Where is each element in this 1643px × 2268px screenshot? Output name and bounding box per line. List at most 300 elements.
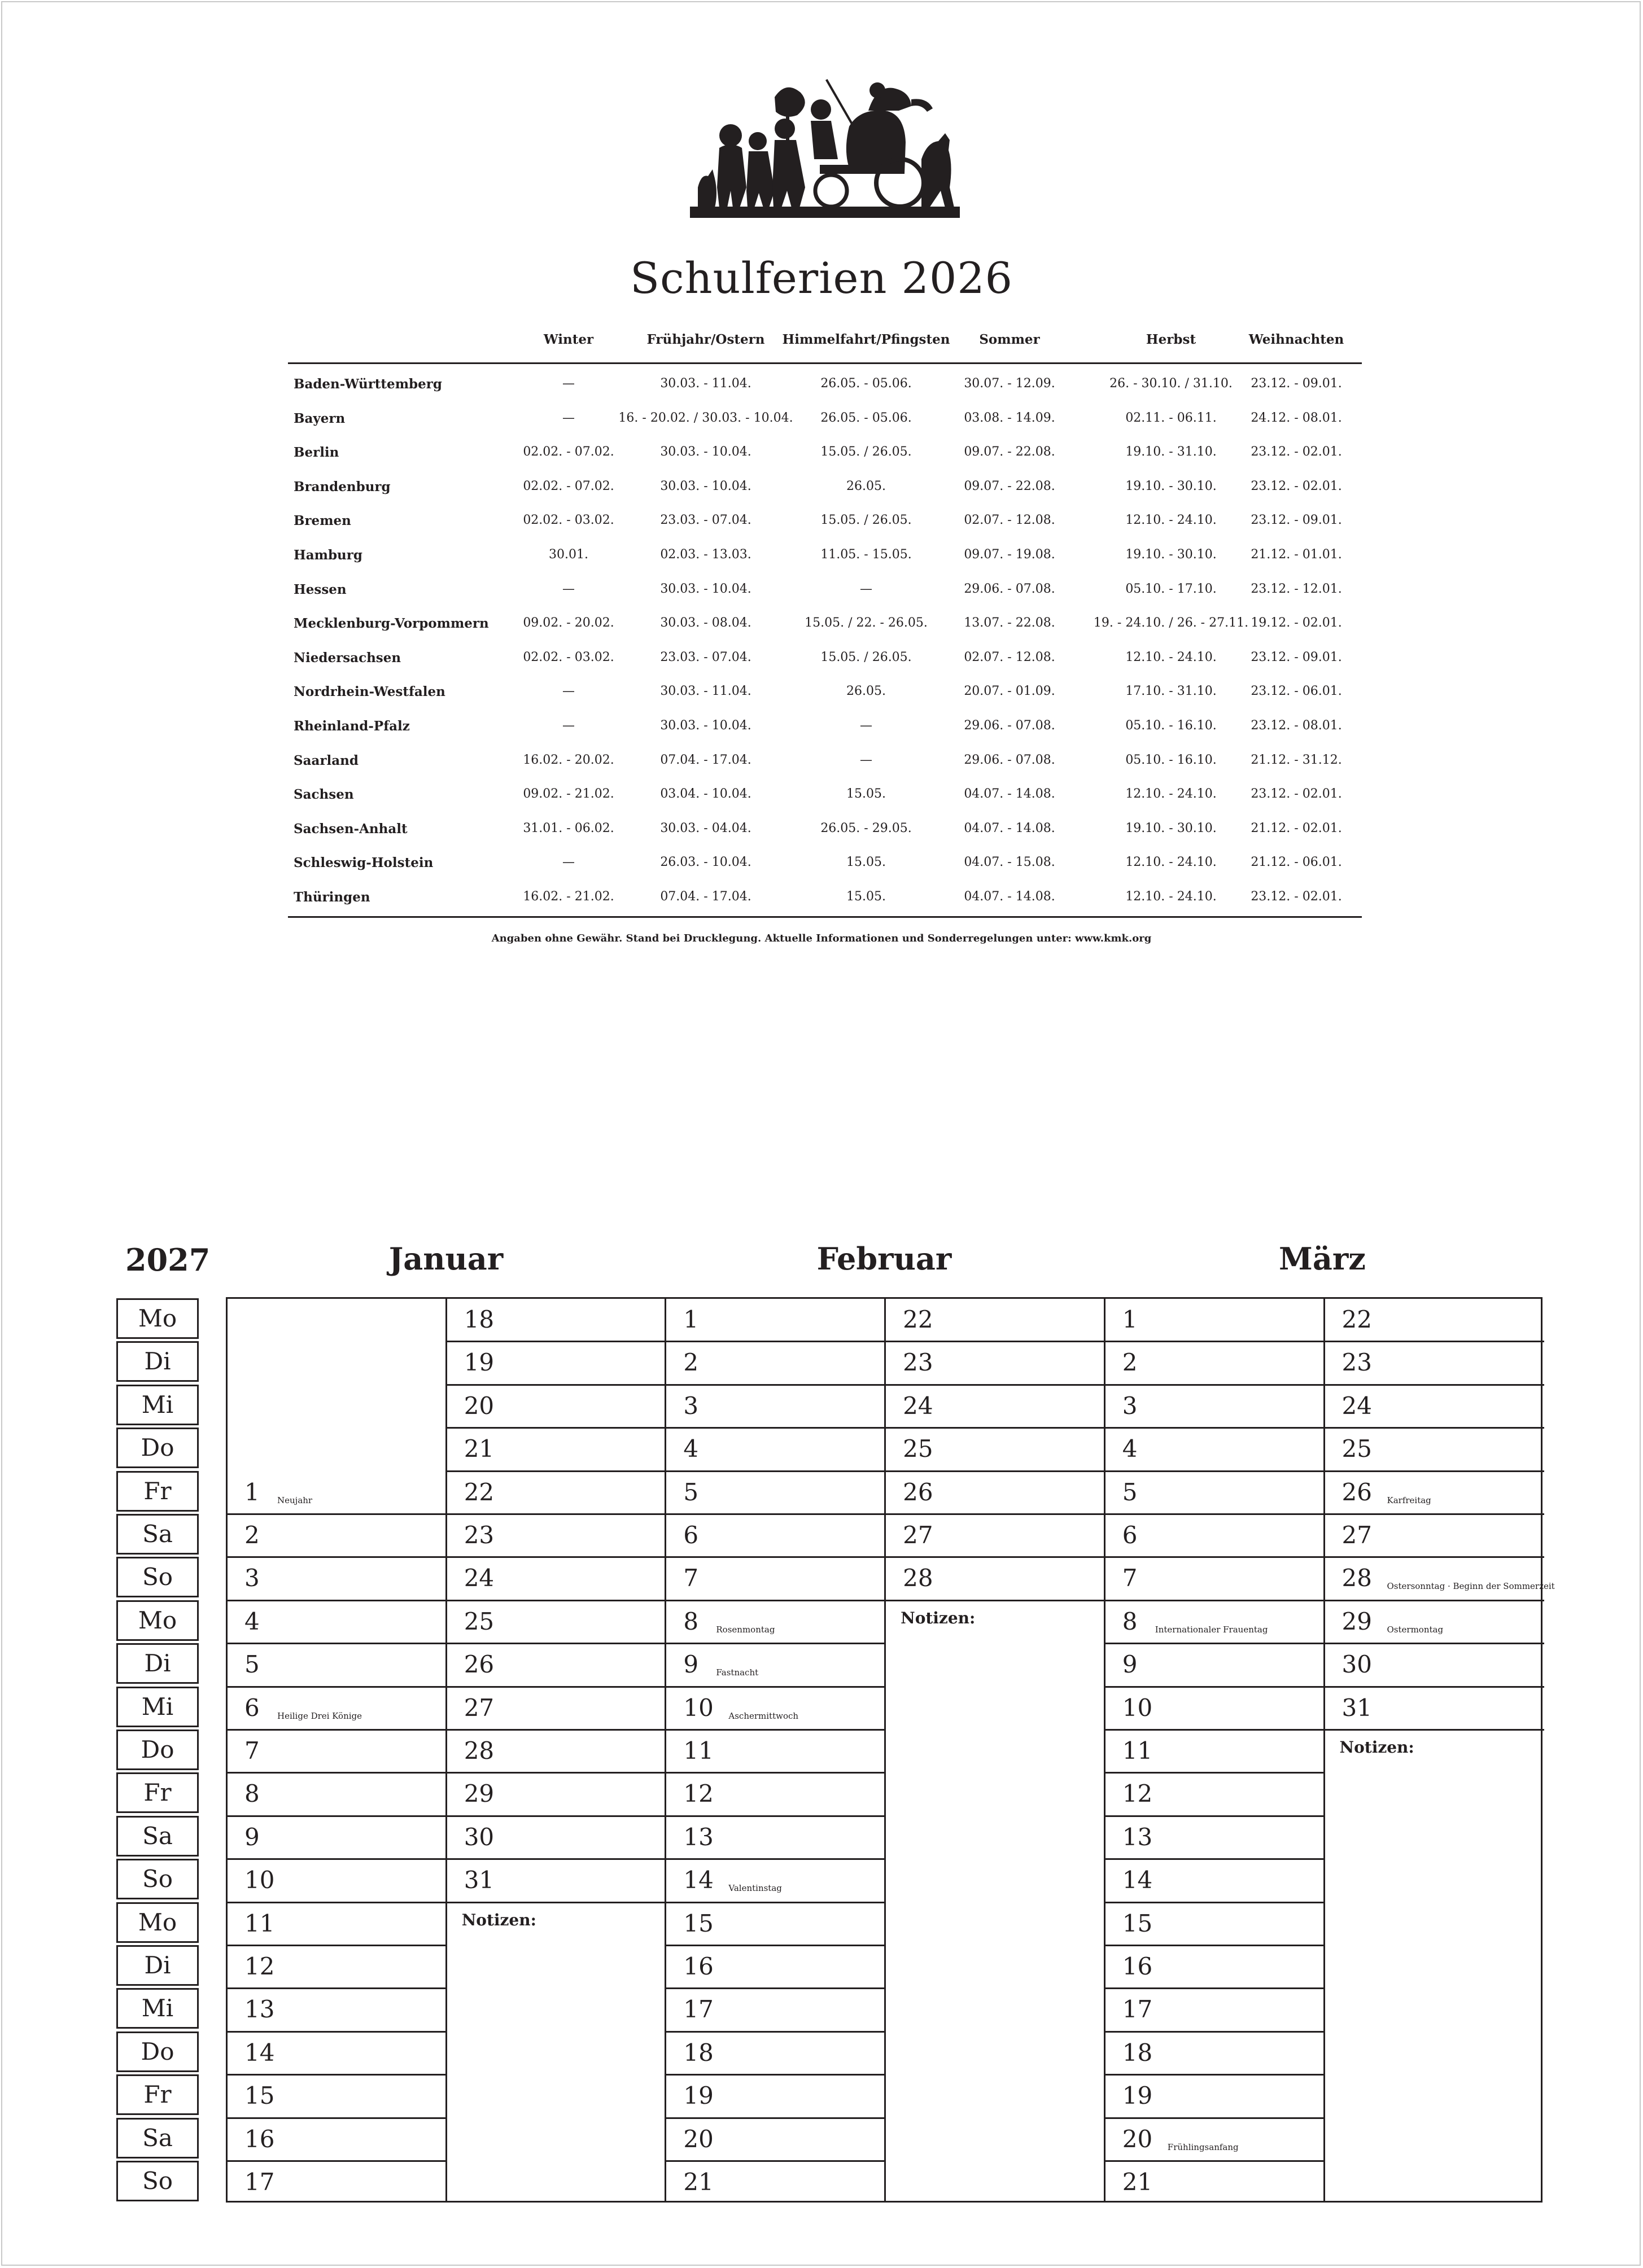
table-cell: 26. - 30.10. / 31.10.	[1109, 376, 1233, 391]
day-number: 18	[464, 1306, 495, 1333]
table-cell: 29.06. - 07.08.	[964, 718, 1055, 733]
day-number: 31	[464, 1866, 495, 1894]
day-number: 4	[1122, 1435, 1138, 1463]
table-cell: 12.10. - 24.10.	[1125, 650, 1217, 664]
holiday-label: Valentinstag	[728, 1883, 782, 1894]
state-name: Bayern	[294, 410, 346, 426]
day-cell	[886, 1342, 1105, 1385]
day-number: 10	[683, 1693, 714, 1722]
day-cell	[1105, 1773, 1325, 1816]
day-cell	[447, 1472, 667, 1514]
day-cell	[886, 1299, 1105, 1342]
day-number: 15	[244, 2082, 275, 2110]
day-number: 13	[244, 1995, 275, 2024]
day-number: 31	[1342, 1693, 1372, 1722]
day-number: 19	[464, 1348, 495, 1377]
disclaimer-note: Angaben ohne Gewähr. Stand bei Drucklegung. Aktuelle Informationen und Sonderregelungen unter: www.kmk.org	[491, 932, 1152, 944]
table-cell: 23.12. - 02.01.	[1251, 479, 1342, 493]
table-cell: 15.05.	[846, 855, 886, 870]
table-cell: 15.05.	[846, 889, 886, 904]
table-cell: 12.10. - 24.10.	[1125, 513, 1217, 528]
state-name: Rheinland-Pfalz	[294, 718, 410, 734]
table-cell: 23.12. - 09.01.	[1251, 376, 1342, 391]
day-cell	[447, 1730, 667, 1773]
state-name: Hamburg	[294, 547, 362, 563]
table-cell: 23.12. - 09.01.	[1251, 513, 1342, 528]
table-cell: 09.07. - 19.08.	[964, 547, 1055, 562]
day-number: 10	[1122, 1693, 1153, 1722]
day-number: 16	[683, 1952, 714, 1980]
day-number: 20	[464, 1391, 495, 1420]
day-number: 23	[903, 1348, 933, 1377]
day-number: 7	[1122, 1564, 1138, 1592]
table-cell: 23.03. - 07.04.	[660, 650, 751, 664]
table-cell: 05.10. - 17.10.	[1125, 581, 1217, 596]
table-row	[288, 638, 1362, 672]
table-row	[288, 877, 1362, 912]
weekday-label: Fr	[116, 1471, 199, 1512]
table-cell: 23.03. - 07.04.	[660, 513, 751, 528]
weekday-label: Sa	[116, 1514, 199, 1555]
day-cell	[228, 1730, 447, 1773]
day-cell	[666, 1644, 886, 1687]
table-cell: 30.03. - 11.04.	[660, 376, 751, 391]
calendar-year: 2027	[125, 1242, 211, 1278]
table-cell: 16.02. - 21.02.	[523, 889, 614, 904]
day-cell	[666, 1903, 886, 1946]
table-cell: —	[860, 752, 872, 767]
day-cell	[447, 1299, 667, 1342]
day-number: 19	[683, 2082, 714, 2110]
table-cell: —	[860, 718, 872, 733]
day-cell	[1325, 1385, 1545, 1428]
table-cell: 23.12. - 09.01.	[1251, 650, 1342, 664]
holiday-label: Ostersonntag · Beginn der Sommerzeit	[1387, 1581, 1555, 1592]
table-cell: 04.07. - 14.08.	[964, 787, 1055, 802]
notes-label: Notizen:	[461, 1910, 536, 1929]
table-row	[288, 501, 1362, 535]
month-title: Februar	[816, 1241, 952, 1277]
day-cell	[228, 2032, 447, 2075]
table-cell: 30.03. - 10.04.	[660, 718, 751, 733]
table-cell: 15.05. / 22. - 26.05.	[805, 616, 928, 631]
table-row	[288, 432, 1362, 467]
day-cell	[886, 1514, 1105, 1557]
day-number: 27	[1342, 1521, 1372, 1549]
table-cell: 30.03. - 10.04.	[660, 445, 751, 459]
day-number: 24	[903, 1391, 933, 1420]
day-cell	[1105, 1816, 1325, 1859]
table-row	[288, 706, 1362, 741]
day-number: 9	[244, 1823, 260, 1851]
day-number: 11	[1122, 1737, 1153, 1765]
day-cell	[447, 1557, 667, 1600]
state-name: Niedersachsen	[294, 650, 401, 665]
table-cell: 23.12. - 02.01.	[1251, 889, 1342, 904]
table-cell: 30.03. - 11.04.	[660, 684, 751, 699]
table-row	[288, 399, 1362, 433]
day-number: 24	[464, 1564, 495, 1592]
table-cell: —	[562, 581, 575, 596]
table-cell: 19.10. - 31.10.	[1125, 445, 1217, 459]
day-cell	[1325, 1299, 1545, 1342]
table-cell: 21.12. - 31.12.	[1251, 752, 1342, 767]
holiday-label: Fastnacht	[716, 1667, 759, 1678]
day-cell	[886, 1428, 1105, 1471]
day-number: 20	[683, 2125, 714, 2153]
day-cell	[666, 1428, 886, 1471]
month-title: März	[1279, 1241, 1366, 1277]
table-cell: 02.02. - 07.02.	[523, 445, 614, 459]
day-cell	[1325, 1601, 1545, 1644]
state-name: Baden-Württemberg	[294, 376, 442, 392]
day-number: 25	[903, 1435, 933, 1463]
day-number: 5	[1122, 1478, 1138, 1506]
table-cell: —	[562, 684, 575, 699]
day-number: 20	[1122, 2125, 1153, 2153]
state-name: Bremen	[294, 513, 351, 529]
table-cell: 12.10. - 24.10.	[1125, 787, 1217, 802]
day-cell	[228, 1601, 447, 1644]
day-number: 18	[683, 2038, 714, 2066]
table-cell: 26.05. - 29.05.	[820, 821, 912, 835]
day-cell	[666, 2161, 886, 2204]
weekday-label: So	[116, 1859, 199, 1899]
day-number: 29	[1342, 1607, 1372, 1635]
table-cell: 03.08. - 14.09.	[964, 410, 1055, 425]
state-name: Mecklenburg-Vorpommern	[294, 616, 489, 632]
day-number: 13	[683, 1823, 714, 1851]
day-cell	[666, 1859, 886, 1902]
table-cell: 26.05. - 05.06.	[820, 376, 912, 391]
table-cell: 04.07. - 14.08.	[964, 821, 1055, 835]
table-row	[288, 843, 1362, 877]
weekday-label: Mi	[116, 1385, 199, 1425]
day-cell	[447, 1428, 667, 1471]
weekday-label: Sa	[116, 2118, 199, 2158]
table-row	[288, 741, 1362, 775]
day-cell	[1105, 1385, 1325, 1428]
table-cell: 30.03. - 08.04.	[660, 616, 751, 631]
day-cell	[228, 1472, 447, 1514]
month-title: Januar	[388, 1241, 504, 1277]
day-cell	[1105, 1989, 1325, 2031]
holiday-label: Neujahr	[277, 1495, 313, 1505]
calendar-grid	[226, 1297, 1555, 2203]
weekday-label: Mo	[116, 1902, 199, 1943]
day-cell	[1105, 2118, 1325, 2161]
table-cell: 26.03. - 10.04.	[660, 855, 751, 870]
table-cell: 26.05.	[846, 684, 886, 699]
table-cell: 19.10. - 30.10.	[1125, 821, 1217, 835]
day-cell	[666, 1687, 886, 1730]
day-number: 24	[1342, 1391, 1372, 1420]
day-number: 26	[1342, 1478, 1372, 1506]
table-row	[288, 467, 1362, 501]
column-header: Weihnachten	[1248, 332, 1344, 347]
day-cell	[228, 1946, 447, 1989]
day-cell	[666, 1601, 886, 1644]
weekday-label: Mi	[116, 1687, 199, 1727]
day-number: 22	[903, 1306, 933, 1333]
holiday-label: Internationaler Frauentag	[1155, 1624, 1268, 1635]
table-bottom-rule	[288, 916, 1362, 918]
table-cell: 26.05. - 05.06.	[820, 410, 912, 425]
day-number: 30	[464, 1823, 495, 1851]
day-number: 5	[683, 1478, 699, 1506]
day-cell	[1105, 1946, 1325, 1989]
table-cell: 02.02. - 03.02.	[523, 513, 614, 528]
table-cell: 23.12. - 06.01.	[1251, 684, 1342, 699]
weekday-label: Mo	[116, 1600, 199, 1641]
table-cell: 16.02. - 20.02.	[523, 752, 614, 767]
weekday-label: Mi	[116, 1988, 199, 2029]
table-cell: 11.05. - 15.05.	[820, 547, 912, 562]
day-number: 26	[464, 1650, 495, 1679]
day-number: 19	[1122, 2082, 1153, 2110]
day-number: 16	[244, 2125, 275, 2153]
weekday-label: Di	[116, 1643, 199, 1684]
table-cell: 05.10. - 16.10.	[1125, 718, 1217, 733]
day-number: 6	[683, 1521, 699, 1549]
day-number: 21	[683, 2168, 714, 2196]
table-cell: 07.04. - 17.04.	[660, 889, 751, 904]
day-cell	[886, 1472, 1105, 1514]
day-cell	[1105, 1342, 1325, 1385]
day-number: 10	[244, 1866, 275, 1894]
table-cell: 21.12. - 01.01.	[1251, 547, 1342, 562]
day-number: 12	[1122, 1780, 1153, 1808]
day-cell	[447, 1773, 667, 1816]
table-cell: 30.03. - 04.04.	[660, 821, 751, 835]
day-cell	[1325, 1428, 1545, 1471]
table-row	[288, 672, 1362, 706]
row-divider	[1325, 1729, 1545, 1731]
day-number: 7	[683, 1564, 699, 1592]
day-cell	[1105, 2032, 1325, 2075]
day-cell	[666, 1514, 886, 1557]
day-number: 25	[1342, 1435, 1372, 1463]
day-cell	[1325, 1514, 1545, 1557]
row-divider	[886, 1600, 1105, 1601]
day-number: 23	[464, 1521, 495, 1549]
day-cell	[1105, 1557, 1325, 1600]
schulferien-table	[288, 324, 1362, 918]
table-cell: 09.07. - 22.08.	[964, 479, 1055, 493]
day-cell	[1105, 1859, 1325, 1902]
holiday-label: Aschermittwoch	[728, 1710, 799, 1721]
day-number: 14	[244, 2038, 275, 2066]
table-cell: 13.07. - 22.08.	[964, 616, 1055, 631]
table-cell: 21.12. - 02.01.	[1251, 821, 1342, 835]
day-cell	[447, 1385, 667, 1428]
table-cell: 12.10. - 24.10.	[1125, 855, 1217, 870]
holiday-label: Ostermontag	[1387, 1624, 1444, 1635]
table-cell: 30.03. - 10.04.	[660, 581, 751, 596]
table-cell: 12.10. - 24.10.	[1125, 889, 1217, 904]
day-number: 30	[1342, 1650, 1372, 1679]
day-number: 17	[244, 2168, 275, 2196]
state-name: Hessen	[294, 581, 347, 597]
table-cell: 02.07. - 12.08.	[964, 650, 1055, 664]
table-cell: 16. - 20.02. / 30.03. - 10.04.	[618, 410, 793, 425]
day-number: 15	[683, 1909, 714, 1937]
day-number: 26	[903, 1478, 933, 1506]
column-header: Herbst	[1146, 332, 1196, 347]
table-cell: 03.04. - 10.04.	[660, 787, 751, 802]
weekday-label: Do	[116, 2031, 199, 2072]
weekday-label: So	[116, 1557, 199, 1597]
table-cell: 15.05. / 26.05.	[820, 650, 912, 664]
day-number: 17	[683, 1995, 714, 2024]
day-cell	[1105, 2075, 1325, 2118]
table-cell: 23.12. - 02.01.	[1251, 787, 1342, 802]
day-number: 7	[244, 1737, 260, 1765]
day-number: 21	[464, 1435, 495, 1463]
day-number: 1	[1122, 1306, 1138, 1333]
day-number: 11	[244, 1909, 275, 1937]
table-cell: —	[860, 581, 872, 596]
column-header: Winter	[543, 332, 594, 347]
day-cell	[666, 1989, 886, 2031]
day-cell	[666, 1730, 886, 1773]
table-cell: 15.05.	[846, 787, 886, 802]
day-cell	[1105, 1428, 1325, 1471]
day-number: 8	[683, 1607, 699, 1635]
day-number: 16	[1122, 1952, 1153, 1980]
day-cell	[228, 1859, 447, 1902]
day-cell	[228, 1687, 447, 1730]
day-cell	[228, 1773, 447, 1816]
table-cell: 29.06. - 07.08.	[964, 752, 1055, 767]
day-cell	[1105, 1472, 1325, 1514]
day-number: 23	[1342, 1348, 1372, 1377]
day-number: 6	[1122, 1521, 1138, 1549]
table-cell: 02.02. - 03.02.	[523, 650, 614, 664]
day-number: 27	[903, 1521, 933, 1549]
holiday-label: Rosenmontag	[716, 1624, 775, 1635]
day-number: 3	[244, 1564, 260, 1592]
holiday-label: Frühlingsanfang	[1167, 2142, 1239, 2152]
day-cell	[228, 2161, 447, 2204]
state-name: Thüringen	[294, 889, 370, 905]
state-name: Berlin	[294, 445, 339, 461]
table-cell: 29.06. - 07.08.	[964, 581, 1055, 596]
table-cell: 30.03. - 10.04.	[660, 479, 751, 493]
day-number: 9	[683, 1650, 699, 1679]
day-number: 28	[903, 1564, 933, 1592]
day-number: 12	[683, 1780, 714, 1808]
table-cell: 05.10. - 16.10.	[1125, 752, 1217, 767]
day-cell	[666, 1557, 886, 1600]
table-cell: 20.07. - 01.09.	[964, 684, 1055, 699]
table-cell: 23.12. - 08.01.	[1251, 718, 1342, 733]
day-number: 6	[244, 1693, 260, 1722]
day-cell	[447, 1859, 667, 1902]
day-cell	[1105, 1514, 1325, 1557]
table-cell: 09.02. - 20.02.	[523, 616, 614, 631]
table-cell: 23.12. - 02.01.	[1251, 445, 1342, 459]
table-cell: 30.01.	[549, 547, 588, 562]
table-cell: 21.12. - 06.01.	[1251, 855, 1342, 870]
day-number: 14	[1122, 1866, 1153, 1894]
state-name: Nordrhein-Westfalen	[294, 684, 445, 700]
day-cell	[886, 1557, 1105, 1600]
table-cell: 02.11. - 06.11.	[1125, 410, 1217, 425]
table-cell: —	[562, 718, 575, 733]
day-number: 15	[1122, 1909, 1153, 1937]
day-number: 5	[244, 1650, 260, 1679]
day-cell	[228, 2118, 447, 2161]
table-cell: 17.10. - 31.10.	[1125, 684, 1217, 699]
day-number: 22	[464, 1478, 495, 1506]
day-number: 18	[1122, 2038, 1153, 2066]
day-cell	[1105, 1601, 1325, 1644]
state-name: Schleswig-Holstein	[294, 855, 434, 871]
weekday-label: Di	[116, 1341, 199, 1382]
day-cell	[1325, 1557, 1555, 1600]
day-cell	[1105, 1687, 1325, 1730]
weekday-label: Fr	[116, 1772, 199, 1813]
table-cell: 04.07. - 14.08.	[964, 889, 1055, 904]
table-header	[288, 324, 1362, 364]
table-row	[288, 535, 1362, 570]
day-cell	[1105, 1903, 1325, 1946]
day-cell	[228, 1816, 447, 1859]
day-cell	[666, 2118, 886, 2161]
weekday-label: So	[116, 2161, 199, 2201]
day-number: 2	[244, 1521, 260, 1549]
table-cell: 15.05. / 26.05.	[820, 445, 912, 459]
table-cell: 31.01. - 06.02.	[523, 821, 614, 835]
weekday-label: Fr	[116, 2074, 199, 2115]
day-number: 4	[683, 1435, 699, 1463]
table-cell: 02.07. - 12.08.	[964, 513, 1055, 528]
table-cell: 02.02. - 07.02.	[523, 479, 614, 493]
day-number: 14	[683, 1866, 714, 1894]
table-row	[288, 774, 1362, 809]
day-number: 1	[244, 1478, 260, 1506]
table-row	[288, 570, 1362, 604]
day-cell	[447, 1644, 667, 1687]
day-number: 21	[1122, 2168, 1153, 2196]
day-cell	[447, 1342, 667, 1385]
day-cell	[228, 1557, 447, 1600]
day-number: 9	[1122, 1650, 1138, 1679]
weekday-label: Do	[116, 1730, 199, 1770]
day-cell	[447, 1687, 667, 1730]
day-cell	[666, 1816, 886, 1859]
table-cell: 30.07. - 12.09.	[964, 376, 1055, 391]
weekday-label: Mo	[116, 1298, 199, 1339]
table-cell: 26.05.	[846, 479, 886, 493]
table-cell: 15.05. / 26.05.	[820, 513, 912, 528]
weekday-label: Di	[116, 1945, 199, 1986]
day-cell	[1325, 1342, 1545, 1385]
day-number: 8	[1122, 1607, 1138, 1635]
state-name: Sachsen	[294, 787, 354, 803]
day-cell	[228, 1989, 447, 2031]
notes-label: Notizen:	[1339, 1738, 1414, 1757]
table-row	[288, 603, 1362, 638]
table-cell: —	[562, 376, 575, 391]
day-number: 12	[244, 1952, 275, 1980]
day-number: 25	[464, 1607, 495, 1635]
day-cell	[1325, 1644, 1545, 1687]
day-number: 8	[244, 1780, 260, 1808]
day-number: 3	[1122, 1391, 1138, 1420]
day-number: 17	[1122, 1995, 1153, 2024]
